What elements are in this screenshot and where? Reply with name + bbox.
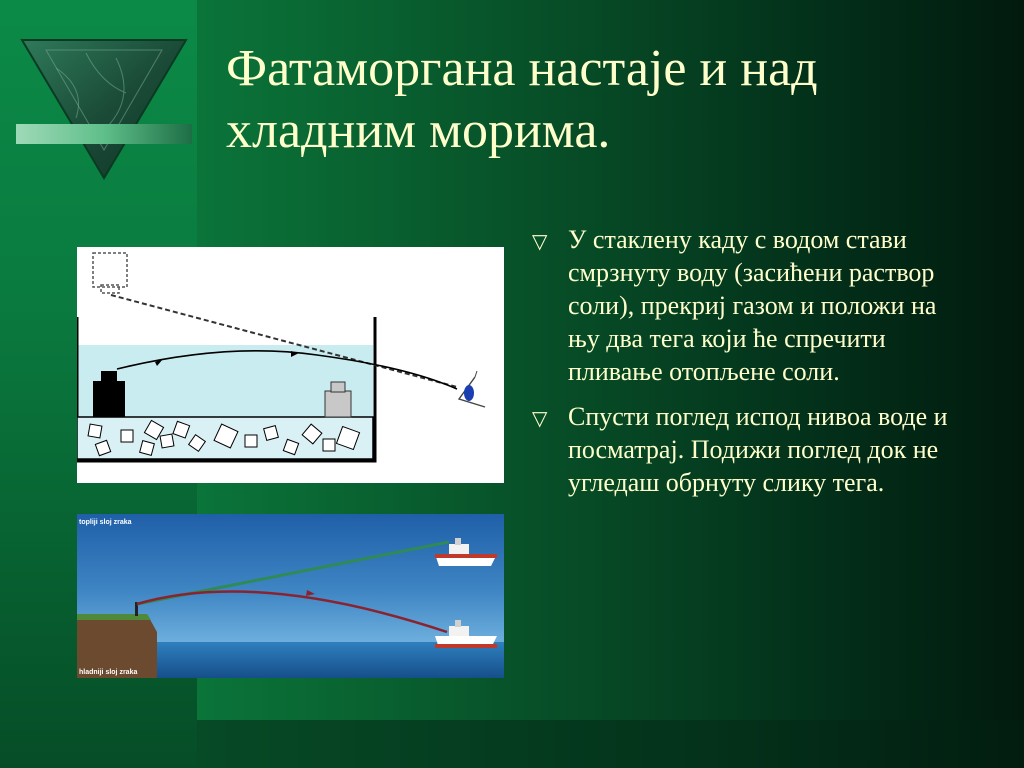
light-weight-top (331, 382, 345, 392)
chevron-down-icon: ▽ (532, 231, 548, 253)
cold-air-label: hladniji sloj zraka (79, 669, 138, 676)
bullet-item (532, 223, 952, 388)
bullet-list (532, 223, 952, 511)
dark-weight-top (101, 371, 117, 383)
bottom-decor-band (197, 720, 1024, 768)
cliff-grass (77, 614, 151, 620)
bullet-text: У стаклену каду с водом стави смрзнуту воду (засићени раствор соли), прекриј газом и положи на њу два тега који ће спречити пливање отопљене соли. (568, 225, 937, 386)
warm-air-label: topliji sloj zraka (79, 519, 132, 526)
bullet-text: Спусти поглед испод нивоа воде и посматрај. Подижи поглед док не угледаш обрнуту слику тега. (568, 402, 948, 497)
slide-title: Фатаморгана настаје и над хладним морима. (226, 40, 818, 159)
light-weight (325, 391, 351, 417)
experiment-diagram (77, 247, 504, 483)
dark-weight (93, 381, 125, 417)
bullet-item (532, 400, 952, 499)
chevron-down-icon: ▽ (532, 408, 548, 430)
marble-triangle-logo (16, 38, 192, 182)
mirage-illustration (77, 514, 504, 678)
